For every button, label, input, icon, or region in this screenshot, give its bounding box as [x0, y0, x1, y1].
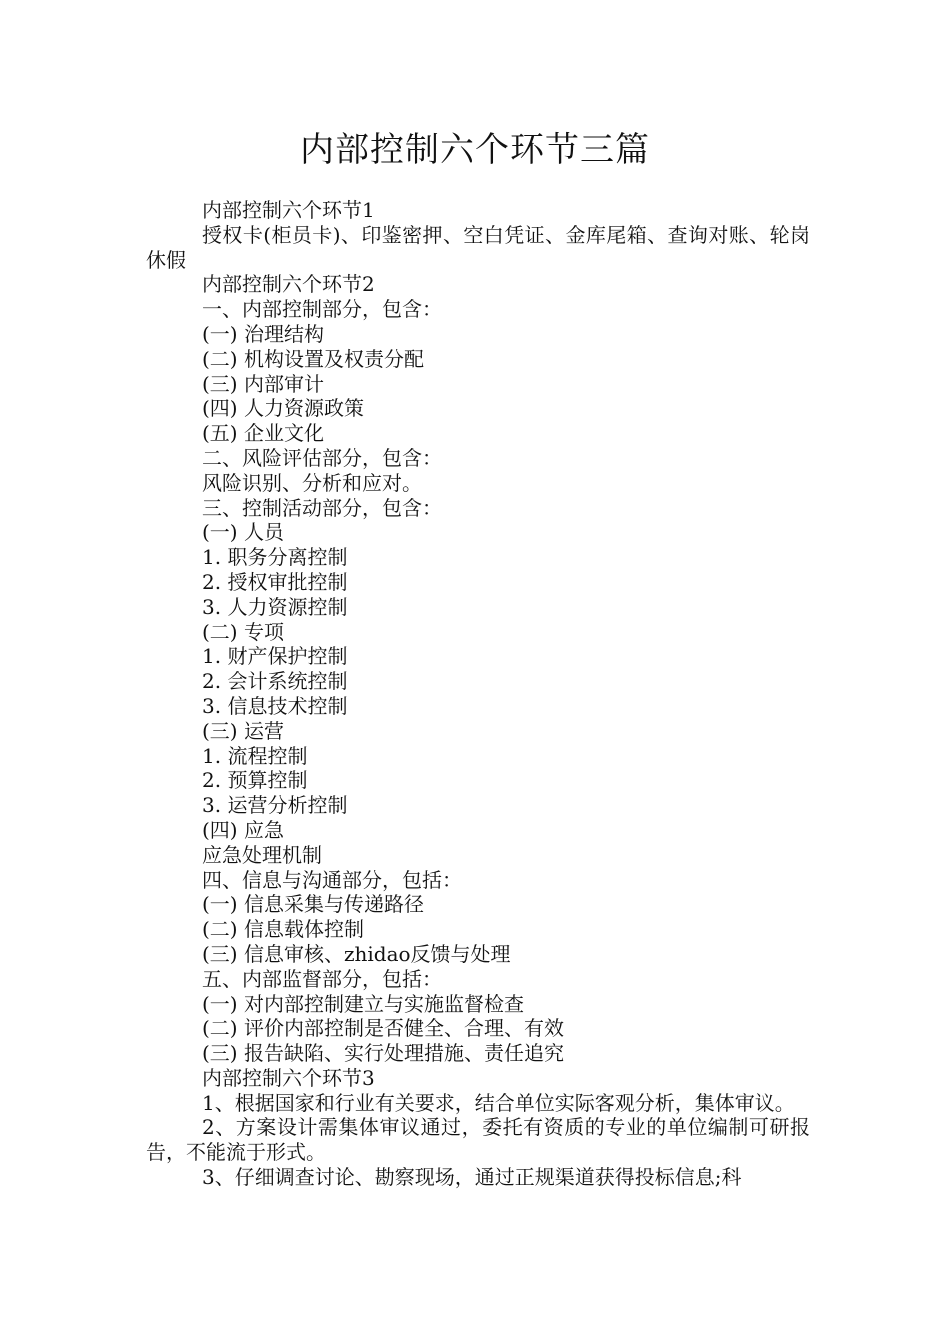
body-paragraph: 授权卡(柜员卡)、印鉴密押、空白凭证、金库尾箱、查询对账、轮岗休假 — [146, 222, 810, 272]
body-line: 2. 会计系统控制 — [202, 669, 348, 694]
body-line: 五、内部监督部分，包括： — [202, 966, 442, 991]
body-line: 2. 预算控制 — [202, 768, 308, 793]
body-line: 1. 职务分离控制 — [202, 545, 348, 570]
body-line: 一、内部控制部分，包含： — [202, 297, 442, 322]
body-line: 三、控制活动部分，包含： — [202, 495, 442, 520]
body-line: (一) 信息采集与传递路径 — [202, 892, 424, 917]
body-line: 1. 财产保护控制 — [202, 644, 348, 669]
body-line: 3. 人力资源控制 — [202, 594, 348, 619]
body-line: (二) 评价内部控制是否健全、合理、有效 — [202, 1016, 564, 1041]
body-line: (五) 企业文化 — [202, 421, 324, 446]
body-line: (二) 信息载体控制 — [202, 917, 364, 942]
body-paragraph: 2、方案设计需集体审议通过，委托有资质的专业的单位编制可研报告，不能流于形式。 — [146, 1115, 810, 1165]
body-line: 3. 信息技术控制 — [202, 693, 348, 718]
body-line: (一) 治理结构 — [202, 321, 324, 346]
document-title: 内部控制六个环节三篇 — [300, 130, 650, 170]
body-line: (一) 对内部控制建立与实施监督检查 — [202, 991, 524, 1016]
body-paragraph: 1、根据国家和行业有关要求，结合单位实际客观分析，集体审议。 — [202, 1090, 795, 1115]
body-line: 四、信息与沟通部分，包括： — [202, 867, 462, 892]
body-line: (二) 专项 — [202, 619, 284, 644]
body-line: 应急处理机制 — [202, 842, 322, 867]
body-line: (二) 机构设置及权责分配 — [202, 346, 424, 371]
body-line: (四) 应急 — [202, 817, 284, 842]
body-line: 二、风险评估部分，包含： — [202, 445, 442, 470]
body-line: 1. 流程控制 — [202, 743, 308, 768]
body-line: (三) 内部审计 — [202, 371, 324, 396]
body-line: (一) 人员 — [202, 520, 284, 545]
body-line: (四) 人力资源政策 — [202, 396, 364, 421]
body-line: 3. 运营分析控制 — [202, 793, 348, 818]
body-line: (三) 报告缺陷、实行处理措施、责任追究 — [202, 1041, 564, 1066]
body-line: (三) 信息审核、zhidao反馈与处理 — [202, 941, 511, 966]
body-line: (三) 运营 — [202, 718, 284, 743]
body-line: 2. 授权审批控制 — [202, 569, 348, 594]
body-line: 内部控制六个环节3 — [202, 1065, 375, 1090]
body-line: 内部控制六个环节1 — [202, 198, 375, 222]
document-body — [146, 198, 810, 1190]
body-line: 风险识别、分析和应对。 — [202, 470, 422, 495]
body-paragraph: 3、仔细调查讨论、勘察现场，通过正规渠道获得投标信息;科 — [202, 1165, 742, 1190]
body-line: 内部控制六个环节2 — [202, 272, 375, 297]
